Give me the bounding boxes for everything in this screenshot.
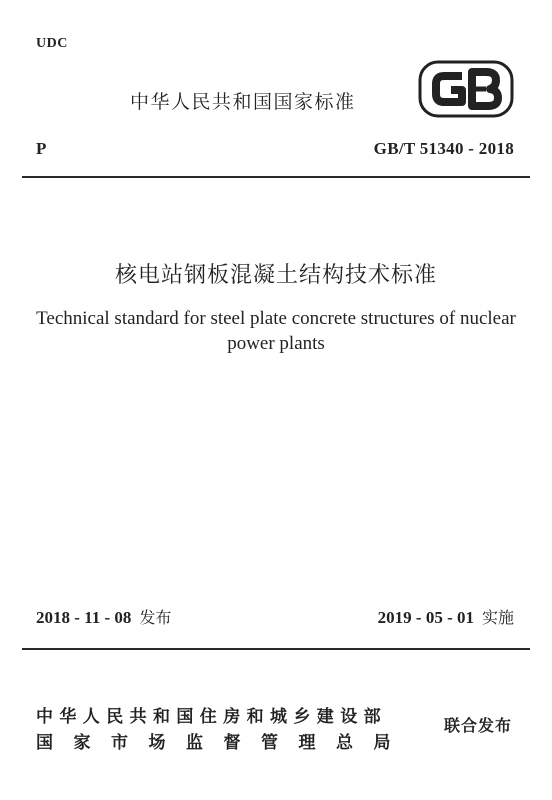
issuer-ministry: 中华人民共和国住房和城乡建设部 (36, 707, 387, 727)
gb-logo (418, 60, 514, 118)
issue-date: 2018 - 11 - 08 (36, 608, 132, 627)
standard-number: GB/T 51340 - 2018 (373, 139, 514, 158)
issue-date-block (36, 605, 171, 628)
implementation-date-block (378, 605, 514, 628)
udc-label: UDC (36, 36, 68, 51)
bottom-divider (22, 648, 530, 650)
classification-code: P (36, 139, 47, 158)
top-divider (22, 176, 530, 178)
joint-issue-label: 联合发布 (443, 716, 512, 735)
issue-label: 发布 (139, 608, 172, 627)
implementation-date: 2019 - 05 - 01 (377, 608, 474, 627)
issuer-administration: 国家市场监督管理总局 (36, 733, 411, 753)
implementation-label: 实施 (481, 608, 514, 627)
national-standard-heading: 中华人民共和国国家标准 (130, 91, 356, 113)
title-chinese: 核电站钢板混凝土结构技术标准 (114, 263, 437, 288)
title-english: Technical standard for steel plate concrete structures of nuclear power plants (36, 308, 516, 354)
